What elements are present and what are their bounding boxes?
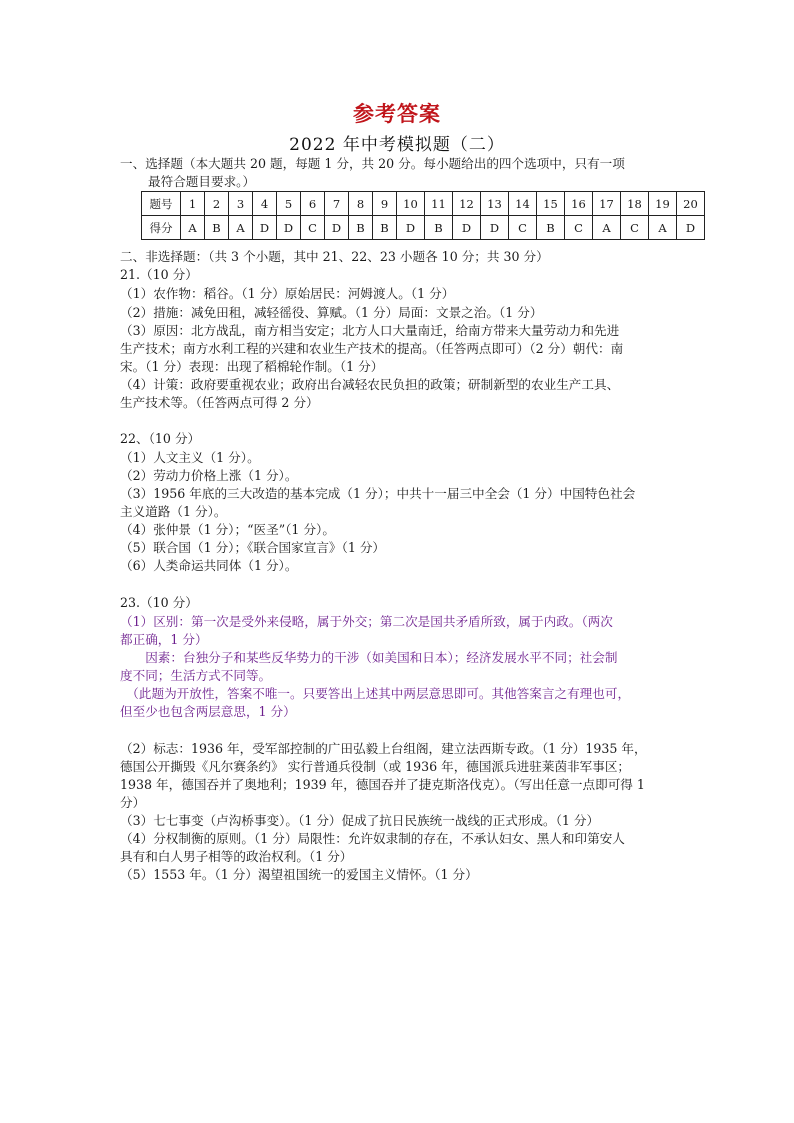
answer-cell: D [397, 216, 425, 240]
q22-line: （3）1956 年底的三大改造的基本完成（1 分）；中共十一届三中全会（1 分）中国特色社会 [120, 486, 636, 501]
section1-heading: 一、选择题（本大题共 20 题，每题 1 分，共 20 分。每小题给出的四个选项中，只有一项 [120, 156, 625, 171]
section2-heading: 二、非选择题：（共 3 个小题，其中 21、22、23 小题各 10 分；共 30 分） [120, 249, 549, 264]
answer-cell: D [277, 216, 301, 240]
q21-line: 生产技术等。（任答两点可得 2 分） [120, 395, 319, 410]
row-label-answer: 得分 [142, 216, 181, 240]
question-number: 2 [205, 192, 229, 216]
question-number: 14 [509, 192, 537, 216]
answer-cell: A [593, 216, 621, 240]
question-number: 1 [181, 192, 205, 216]
q22-line: （2）劳动力价格上涨（1 分）。 [120, 468, 298, 483]
q21-line: （2）措施：减免田租，减轻徭役、算赋。（1 分）局面：文景之治。（1 分） [120, 305, 543, 320]
q23-part1-line: （此题为开放性，答案不唯一。只要答出上述其中两层意思即可。其他答案言之有理也可， [120, 686, 631, 701]
q23-part2-line: 分） [120, 795, 146, 810]
question-number: 11 [425, 192, 453, 216]
q21-line: 生产技术；南方水利工程的兴建和农业生产技术的提高。（任答两点即可）（2 分）朝代：南 [120, 341, 624, 356]
answer-table [141, 191, 705, 240]
q22-line: （5）联合国（1 分）；《联合国家宣言》（1 分） [120, 540, 386, 555]
q23-part1-line: 度不同；生活方式不同等。 [120, 668, 272, 683]
answer-cell: D [453, 216, 481, 240]
question-number: 3 [229, 192, 253, 216]
question-number: 13 [481, 192, 509, 216]
answer-cell: D [481, 216, 509, 240]
q23-part2-line: 1938 年，德国吞并了奥地利；1939 年，德国吞并了捷克斯洛伐克）。（写出任意一点即可得 1 [120, 777, 645, 792]
q23-part2-line: （5）1553 年。（1 分）渴望祖国统一的爱国主义情怀。（1 分） [120, 867, 478, 882]
answer-cell: C [565, 216, 593, 240]
q23-part2-line: 德国公开撕毁《凡尔赛条约》 实行普通兵役制（或 1936 年，德国派兵进驻莱茵非军事区； [120, 759, 631, 774]
q23-part1-line: （1）区别：第一次是受外来侵略，属于外交；第二次是国共矛盾所致，属于内政。（两次 [120, 614, 613, 629]
question-number: 5 [277, 192, 301, 216]
question-number: 8 [349, 192, 373, 216]
question-number: 12 [453, 192, 481, 216]
section1-heading-cont: 最符合题目要求。） [148, 174, 256, 189]
question-number: 10 [397, 192, 425, 216]
q23-part2-line: （2）标志：1936 年，受军部控制的广田弘毅上台组阁，建立法西斯专政。（1 分）1935 年， [120, 741, 647, 756]
answer-cell: D [325, 216, 349, 240]
q23-part1-line: 因素：台独分子和某些反华势力的干涉（如美国和日本）；经济发展水平不同；社会制 [120, 650, 618, 665]
answer-cell: A [229, 216, 253, 240]
page-title: 参考答案 [353, 101, 441, 126]
q23-part1-line: 但至少也包含两层意思，1 分） [120, 704, 296, 719]
q22-line: （6）人类命运共同体（1 分）。 [120, 558, 298, 573]
answer-cell: D [677, 216, 705, 240]
answer-cell: C [621, 216, 649, 240]
q23-part2-line: （4）分权制衡的原则。（1 分）局限性：允许奴隶制的存在，不承认妇女、黑人和印第安人 [120, 831, 625, 846]
exam-subtitle: 2022 年中考模拟题（二） [289, 135, 505, 155]
question-number: 9 [373, 192, 397, 216]
q22-title: 22、（10 分） [120, 431, 201, 446]
answer-cell: D [253, 216, 277, 240]
q22-line: （4）张仲景（1 分）；“医圣”（1 分）。 [120, 522, 335, 537]
answer-cell: B [349, 216, 373, 240]
answer-row [142, 216, 705, 240]
answer-cell: B [537, 216, 565, 240]
q23-part1-line: 都正确，1 分） [120, 632, 208, 647]
question-number: 15 [537, 192, 565, 216]
q21-line: （1）农作物：稻谷。（1 分）原始居民：河姆渡人。（1 分） [120, 286, 455, 301]
answer-cell: B [425, 216, 453, 240]
answer-cell: C [301, 216, 325, 240]
question-number: 20 [677, 192, 705, 216]
q21-line: 宋。（1 分）表现：出现了稻棉轮作制。（1 分） [120, 359, 384, 374]
question-number: 18 [621, 192, 649, 216]
q22-line: 主义道路（1 分）。 [120, 504, 227, 519]
q23-part2-line: （3）七七事变（卢沟桥事变）。（1 分）促成了抗日民族统一战线的正式形成。（1 分） [120, 813, 600, 828]
question-number-row [142, 192, 705, 216]
question-number: 7 [325, 192, 349, 216]
question-number: 17 [593, 192, 621, 216]
row-label-number: 题号 [142, 192, 181, 216]
q21-title: 21.（10 分） [120, 267, 198, 282]
answer-cell: B [205, 216, 229, 240]
q21-line: （4）计策：政府要重视农业；政府出台减轻农民负担的政策；研制新型的农业生产工具、 [120, 377, 620, 392]
question-number: 6 [301, 192, 325, 216]
question-number: 19 [649, 192, 677, 216]
question-number: 4 [253, 192, 277, 216]
q22-line: （1）人文主义（1 分）。 [120, 450, 260, 465]
q23-title: 23.（10 分） [120, 595, 198, 610]
answer-cell: B [373, 216, 397, 240]
answer-cell: A [649, 216, 677, 240]
answer-cell: A [181, 216, 205, 240]
q21-line: （3）原因：北方战乱，南方相当安定；北方人口大量南迁，给南方带来大量劳动力和先进 [120, 323, 620, 338]
q23-part2-line: 具有和白人男子相等的政治权利。（1 分） [120, 849, 353, 864]
question-number: 16 [565, 192, 593, 216]
answer-cell: C [509, 216, 537, 240]
